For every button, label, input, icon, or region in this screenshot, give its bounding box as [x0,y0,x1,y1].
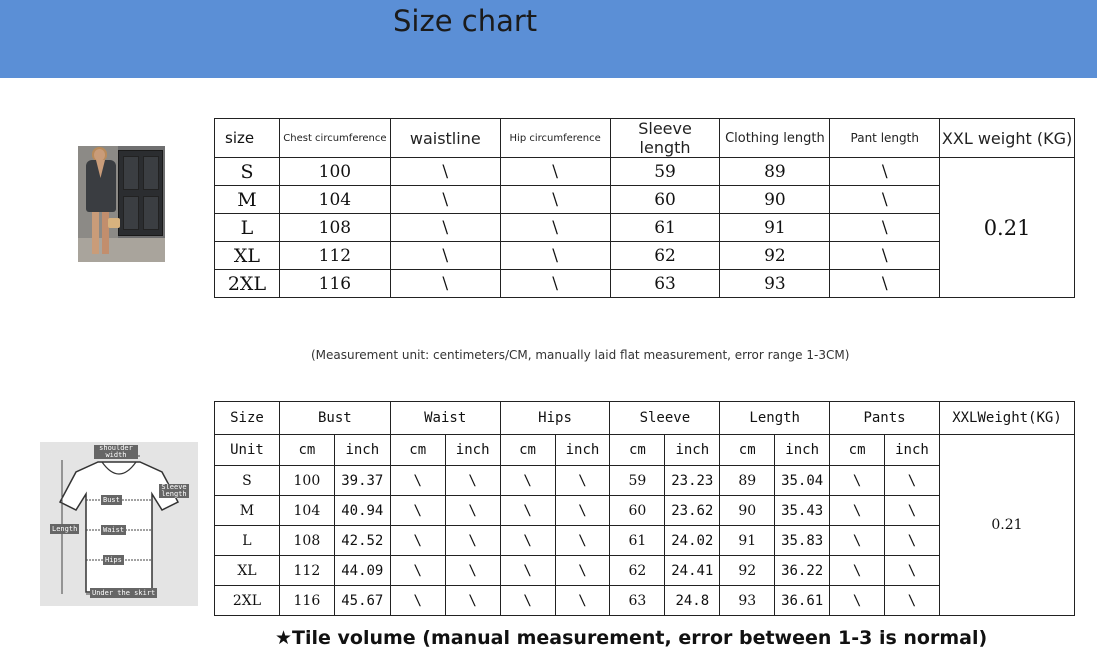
cell-size: M [215,496,280,526]
cell-hips-cm: \ [500,586,555,616]
door-pane [123,156,139,190]
cell-clothing: 92 [720,242,830,270]
cell-clothing: 91 [720,214,830,242]
cell-hips-inch: \ [555,496,610,526]
header-pants: Pants [830,402,940,435]
label-waist: Waist [103,526,125,534]
cell-length-cm: 92 [720,556,775,586]
cell-length-inch: 36.61 [775,586,830,616]
header-hip: Hip circumference [500,119,610,158]
cell-chest: 104 [279,186,390,214]
cell-waist: \ [390,214,500,242]
header-clothing-length: Clothing length [720,119,830,158]
cell-hip: \ [500,242,610,270]
unit-inch: inch [445,435,500,466]
cell-bust-inch: 45.67 [334,586,390,616]
cell-size: 2XL [215,586,280,616]
cell-chest: 100 [279,158,390,186]
cell-hips-inch: \ [555,466,610,496]
header-weight: XXL weight (KG) [940,119,1075,158]
unit-label: Unit [215,435,280,466]
label-under-skirt: Under the skirt [92,589,156,597]
cell-pants-inch: \ [885,496,940,526]
cell-pants-cm: \ [830,556,885,586]
cell-hips-cm: \ [500,556,555,586]
cell-sleeve-inch: 23.62 [665,496,720,526]
cell-sleeve-inch: 24.41 [665,556,720,586]
cell-sleeve-inch: 24.8 [665,586,720,616]
cell-pant: \ [830,186,940,214]
cell-pants-cm: \ [830,466,885,496]
cell-waist-cm: \ [390,586,445,616]
cell-waist-cm: \ [390,496,445,526]
cell-hip: \ [500,158,610,186]
size-chart-detailed-table [214,401,1075,616]
table-header-row [215,402,1075,435]
cell-length-cm: 93 [720,586,775,616]
model-bag [108,218,120,228]
cell-size: XL [215,242,280,270]
cell-pants-cm: \ [830,526,885,556]
header-banner [0,0,1097,78]
cell-waist: \ [390,186,500,214]
cell-waist-inch: \ [445,556,500,586]
cell-weight: 0.21 [939,435,1074,616]
cell-clothing: 89 [720,158,830,186]
cell-waist: \ [390,270,500,298]
cell-bust-cm: 112 [279,556,334,586]
cell-waist-cm: \ [390,526,445,556]
table-row [215,158,1075,186]
cell-chest: 116 [279,270,390,298]
product-photo [78,146,165,262]
cell-size: S [215,158,280,186]
cell-sleeve-inch: 23.23 [665,466,720,496]
cell-clothing: 90 [720,186,830,214]
dress-measurement-diagram [40,442,198,606]
table-header-row [215,119,1075,158]
cell-hips-cm: \ [500,466,555,496]
cell-waist-inch: \ [445,496,500,526]
label-sleeve-length: Sleeve length [159,484,189,498]
cell-chest: 112 [279,242,390,270]
cell-pants-inch: \ [885,526,940,556]
door-pane [123,196,139,230]
cell-bust-cm: 116 [279,586,334,616]
cell-pant: \ [830,214,940,242]
unit-inch: inch [665,435,720,466]
header-sleeve: Sleeve length [610,119,720,158]
cell-size: M [215,186,280,214]
unit-cm: cm [279,435,334,466]
cell-weight: 0.21 [940,158,1075,298]
unit-inch: inch [885,435,940,466]
label-hips: Hips [105,556,122,564]
header-size: Size [215,402,280,435]
header-size: size [215,119,280,158]
photo-door [118,150,163,236]
cell-sleeve: 62 [610,242,720,270]
footer-note: ★Tile volume (manual measurement, error between 1-3 is normal) [275,627,988,649]
cell-waist-cm: \ [390,556,445,586]
unit-cm: cm [720,435,775,466]
cell-hips-cm: \ [500,526,555,556]
cell-sleeve-inch: 24.02 [665,526,720,556]
unit-cm: cm [830,435,885,466]
label-bust: Bust [103,496,120,504]
header-pant-length: Pant length [830,119,940,158]
cell-size: L [215,214,280,242]
label-length: Length [52,525,78,533]
header-hips: Hips [500,402,610,435]
door-pane [143,196,159,230]
header-waist: waistline [390,119,500,158]
unit-row [215,435,1075,466]
cell-pants-cm: \ [830,496,885,526]
cell-pant: \ [830,158,940,186]
unit-inch: inch [334,435,390,466]
cell-bust-inch: 42.52 [334,526,390,556]
cell-pant: \ [830,242,940,270]
unit-cm: cm [610,435,665,466]
cell-size: S [215,466,280,496]
header-waist: Waist [390,402,500,435]
cell-hips-cm: \ [500,496,555,526]
cell-sleeve-cm: 63 [610,586,665,616]
cell-sleeve: 59 [610,158,720,186]
cell-size: L [215,526,280,556]
cell-length-inch: 35.04 [775,466,830,496]
unit-cm: cm [500,435,555,466]
cell-hips-inch: \ [555,586,610,616]
cell-pants-inch: \ [885,556,940,586]
cell-hips-inch: \ [555,526,610,556]
cell-bust-inch: 39.37 [334,466,390,496]
cell-hip: \ [500,270,610,298]
header-length: Length [720,402,830,435]
header-sleeve: Sleeve [610,402,720,435]
measurement-note: (Measurement unit: centimeters/CM, manually laid flat measurement, error range 1-3CM) [311,348,850,362]
cell-waist-inch: \ [445,586,500,616]
door-pane [143,156,159,190]
header-weight: XXLWeight(KG) [939,402,1074,435]
cell-waist: \ [390,242,500,270]
cell-size: XL [215,556,280,586]
cell-length-inch: 35.83 [775,526,830,556]
cell-bust-inch: 44.09 [334,556,390,586]
cell-pants-inch: \ [885,466,940,496]
cell-waist-inch: \ [445,526,500,556]
cell-bust-cm: 104 [279,496,334,526]
cell-bust-cm: 108 [279,526,334,556]
size-chart-table [214,118,1075,298]
cell-sleeve: 63 [610,270,720,298]
cell-size: 2XL [215,270,280,298]
unit-inch: inch [775,435,830,466]
cell-length-cm: 90 [720,496,775,526]
header-bust: Bust [279,402,390,435]
cell-length-inch: 36.22 [775,556,830,586]
cell-pants-inch: \ [885,586,940,616]
cell-bust-cm: 100 [279,466,334,496]
cell-chest: 108 [279,214,390,242]
cell-waist-inch: \ [445,466,500,496]
cell-waist: \ [390,158,500,186]
cell-sleeve-cm: 61 [610,526,665,556]
cell-length-inch: 35.43 [775,496,830,526]
unit-cm: cm [390,435,445,466]
cell-hip: \ [500,186,610,214]
header-chest: Chest circumference [279,119,390,158]
unit-inch: inch [555,435,610,466]
model-leg [92,212,99,254]
cell-sleeve-cm: 60 [610,496,665,526]
cell-hip: \ [500,214,610,242]
page-title: Size chart [393,4,538,38]
cell-sleeve-cm: 62 [610,556,665,586]
cell-sleeve: 60 [610,186,720,214]
cell-length-cm: 89 [720,466,775,496]
cell-clothing: 93 [720,270,830,298]
cell-sleeve: 61 [610,214,720,242]
cell-pants-cm: \ [830,586,885,616]
cell-sleeve-cm: 59 [610,466,665,496]
cell-bust-inch: 40.94 [334,496,390,526]
cell-hips-inch: \ [555,556,610,586]
label-shoulder-width: shoulder width [94,445,138,459]
cell-waist-cm: \ [390,466,445,496]
cell-length-cm: 91 [720,526,775,556]
cell-pant: \ [830,270,940,298]
